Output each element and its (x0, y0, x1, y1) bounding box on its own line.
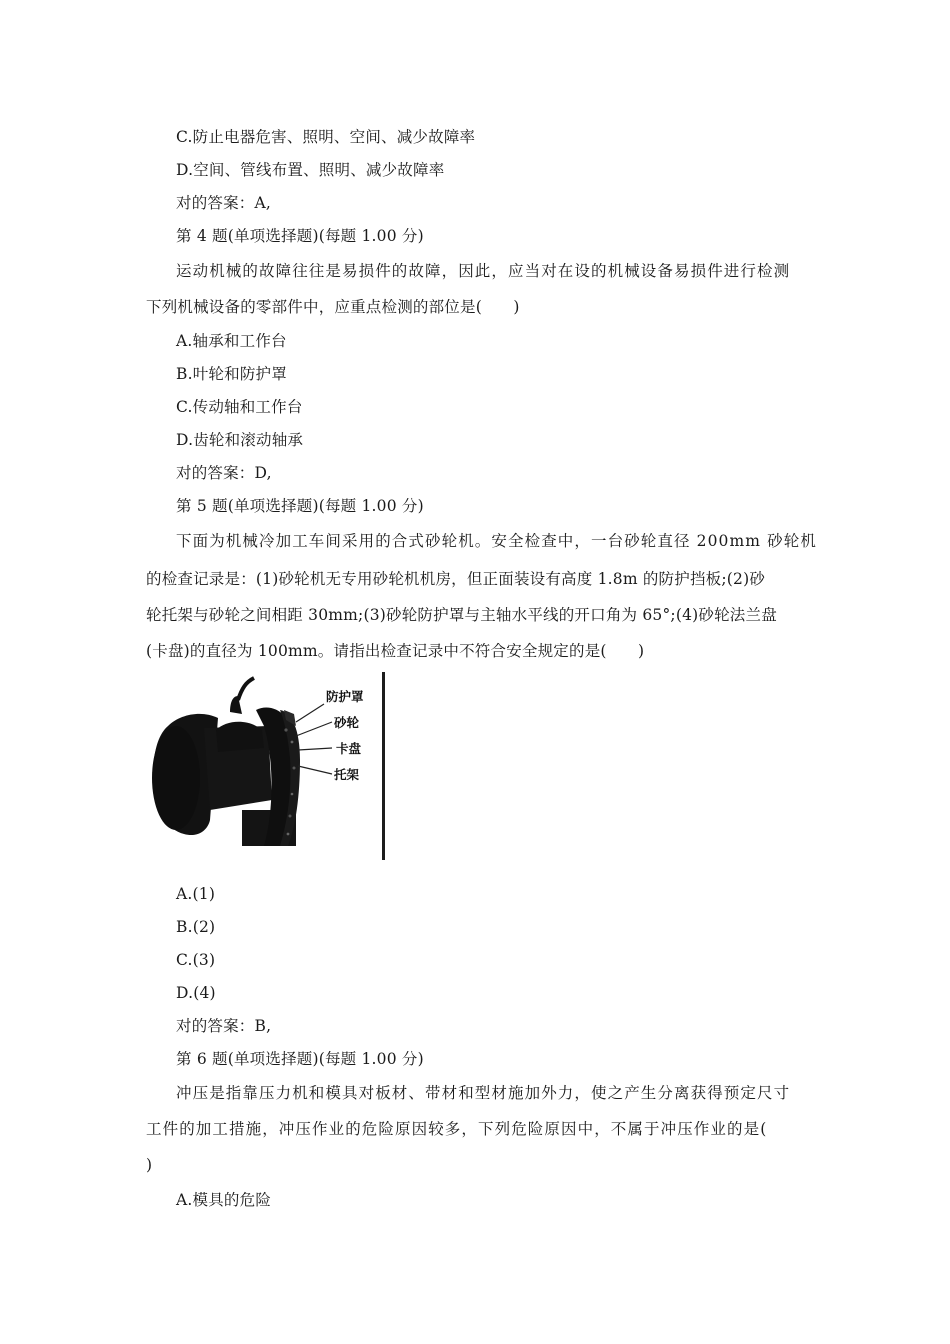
option-c-q5: C.(3) (176, 951, 216, 969)
question-5-text-line-3: 轮托架与砂轮之间相距 30mm;(3)砂轮防护罩与主轴水平线的开口角为 65°;(4)砂轮法兰盘 (146, 606, 777, 624)
question-5-text-line-1: 下面为机械冷加工车间采用的合式砂轮机。安全检查中，一台砂轮直径 200mm 砂轮机 (176, 532, 817, 550)
option-a-q5: A.(1) (176, 885, 216, 903)
question-4-text-line-2: 下列机械设备的零部件中，应重点检测的部位是( ) (146, 298, 520, 316)
option-a-q6: A.模具的危险 (176, 1191, 272, 1209)
answer-q3: 对的答案：A, (176, 194, 272, 212)
question-6-text-line-3: ) (146, 1156, 153, 1174)
label-chuck: 卡盘 (336, 741, 362, 756)
option-b-q4: B.叶轮和防护罩 (176, 365, 287, 383)
question-5-text-line-4: (卡盘)的直径为 100mm。请指出检查记录中不符合安全规定的是( ) (146, 642, 645, 660)
option-c-q4: C.传动轴和工作台 (176, 398, 303, 416)
option-d-q4: D.齿轮和滚动轴承 (176, 431, 304, 449)
label-guard: 防护罩 (326, 689, 364, 704)
answer-q5: 对的答案：B, (176, 1017, 272, 1035)
option-d-q3: D.空间、管线布置、照明、减少故障率 (176, 161, 445, 179)
label-wheel: 砂轮 (334, 715, 360, 730)
question-6-text-line-1: 冲压是指靠压力机和模具对板材、带材和型材施加外力，使之产生分离获得预定尺寸 (176, 1084, 791, 1102)
grinding-machine-figure (146, 670, 391, 862)
question-6-text-line-2: 工件的加工措施，冲压作业的危险原因较多，下列危险原因中，不属于冲压作业的是( (146, 1120, 768, 1138)
option-d-q5: D.(4) (176, 984, 216, 1002)
question-4-header: 第 4 题(单项选择题)(每题 1.00 分) (176, 227, 424, 245)
label-rest: 托架 (334, 767, 360, 782)
option-a-q4: A.轴承和工作台 (176, 332, 287, 350)
option-b-q5: B.(2) (176, 918, 216, 936)
question-5-text-line-2: 的检查记录是：(1)砂轮机无专用砂轮机机房，但正面装设有高度 1.8m 的防护挡板;(2)砂 (146, 570, 766, 588)
question-4-text-line-1: 运动机械的故障往往是易损件的故障，因此，应当对在设的机械设备易损件进行检测 (176, 262, 791, 280)
answer-q4: 对的答案：D, (176, 464, 272, 482)
question-6-header: 第 6 题(单项选择题)(每题 1.00 分) (176, 1050, 424, 1068)
question-5-header: 第 5 题(单项选择题)(每题 1.00 分) (176, 497, 424, 515)
option-c-q3: C.防止电器危害、照明、空间、减少故障率 (176, 128, 476, 146)
